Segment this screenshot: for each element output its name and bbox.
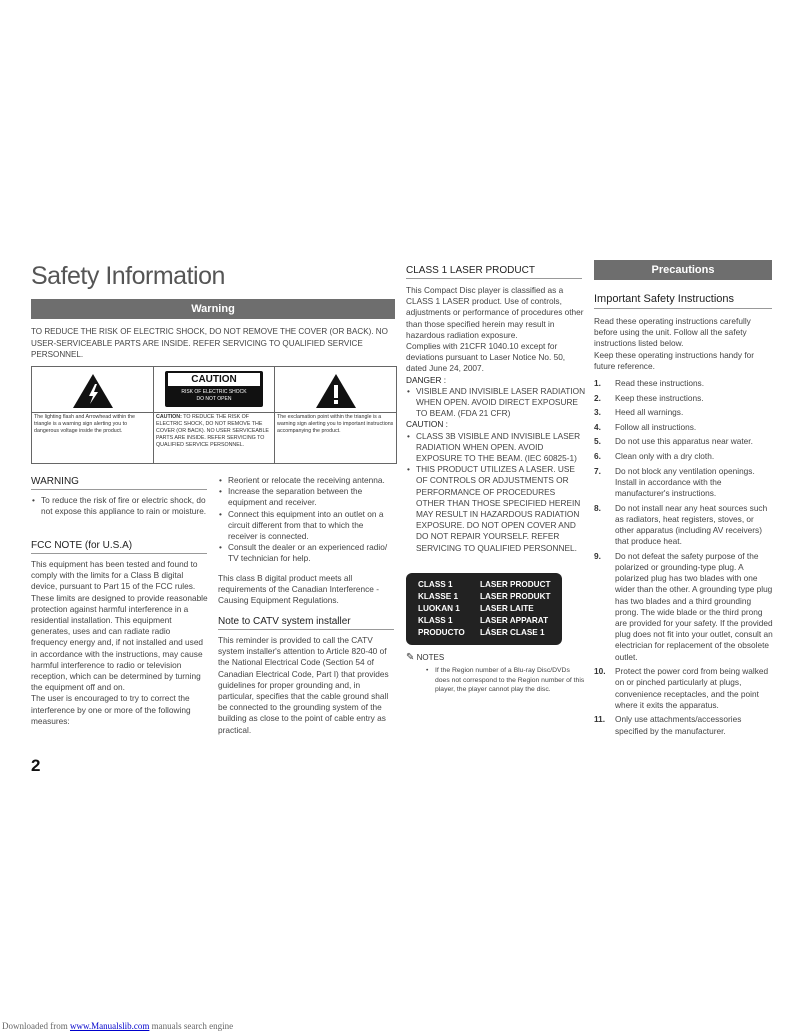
caution-sub-1: RISK OF ELECTRIC SHOCK	[181, 389, 247, 395]
lightning-description: The lighting flash and Arrowhead within the triangle is a warning sign alerting you to dangerous voltage inside the product.	[34, 414, 135, 434]
laser-label-key: PRODUCTO	[418, 628, 465, 637]
catv-rule	[218, 629, 394, 630]
laser-label-key: KLASSE 1	[418, 592, 459, 601]
safety-instruction-number: 7.	[594, 465, 601, 476]
safety-instruction-number: 6.	[594, 450, 601, 461]
caution-description-text: TO REDUCE THE RISK OF ELECTRIC SHOCK, DO NOT REMOVE THE COVER (OR BACK). NO USER SERVICEABLE PARTS ARE INSIDE. REFER SERVICING TO QUALIFIED SERVICE PERSONNEL.	[156, 414, 269, 448]
warning-heading: WARNING	[31, 476, 79, 487]
precautions-intro	[594, 316, 772, 372]
laser-caution-label: CAUTION :	[406, 419, 448, 430]
warning-item: • To reduce the risk of fire or electric shock, do not expose this appliance to rain or moisture.	[31, 495, 207, 517]
safety-instruction-number: 1.	[594, 378, 601, 388]
warning-rule	[31, 489, 207, 490]
caution-description-label: CAUTION:	[156, 414, 182, 420]
warning-intro: TO REDUCE THE RISK OF ELECTRIC SHOCK, DO NOT REMOVE THE COVER (OR BACK). NO USER-SERVICEABLE PARTS ARE INSIDE. REFER SERVICING TO QUALIFIED SERVICE PERSONNEL.	[31, 327, 388, 359]
caution-label-box	[165, 371, 263, 407]
fcc-measure: • Connect this equipment into an outlet on a circuit different from that to which the receiver is connected.	[218, 509, 394, 543]
fcc-para-1: This equipment has been tested and found to comply with the limits for a Class B digital device, pursuant to Part 15 of the FCC rules. These limits are designed to provide reasonable protection against harmful interference in a residential installation. This equipment generates, uses and can radiate radio frequency energy and, if not installed and used in accordance with the instructions, may cause harmful interference to radio or television reception, which can be determined by turning the equipment off and on.	[31, 559, 208, 693]
safety-instruction	[594, 378, 774, 389]
safety-instruction	[594, 466, 774, 500]
safety-instruction-number: 11.	[594, 714, 606, 725]
safety-instruction-list	[594, 378, 774, 740]
fcc-body	[31, 559, 209, 727]
fcc-para-2: The user is encouraged to try to correct the interference by one or more of the following measures:	[31, 693, 191, 726]
precautions-bar: Precautions	[594, 260, 772, 280]
catv-heading: Note to CATV system installer	[218, 616, 351, 627]
safety-instruction-text: Only use attachments/accessories specified by the manufacturer.	[615, 714, 742, 736]
class-b-statement: This class B digital product meets all requirements of the Canadian Interference -Causing Equipment Regulations.	[218, 573, 379, 606]
safety-instruction-text: Follow all instructions.	[615, 421, 697, 432]
caution-sub-2: DO NOT OPEN	[196, 396, 232, 402]
safety-instruction-text: Heed all warnings.	[615, 407, 684, 418]
safety-instruction	[594, 393, 774, 404]
safety-instruction	[594, 422, 774, 433]
safety-instruction	[594, 407, 774, 418]
fcc-measure: • Reorient or relocate the receiving antenna.	[218, 475, 394, 486]
notes-list	[425, 666, 585, 695]
danger-item: • VISIBLE AND INVISIBLE LASER RADIATION WHEN OPEN. AVOID DIRECT EXPOSURE TO BEAM. (FDA 21 CFR)	[406, 386, 586, 420]
warning-bar: Warning	[31, 299, 395, 319]
fcc-heading: FCC NOTE (for U.S.A)	[31, 540, 133, 551]
safety-instruction-text: Do not defeat the safety purpose of the polarized or grounding-type plug. A polarized plug has two blades with one wider than the other. A grounding type plug has two blades and a third grounding prong. The wide blade or the third prong are provided for your safety. If the provided plug does not fit into your outlet, consult an electrician for replacement of the obsolete outlet.	[615, 550, 773, 662]
warning-list	[31, 495, 207, 517]
notes-label: NOTES	[416, 653, 445, 662]
laser-label-key: CLASS 1	[418, 580, 453, 589]
safety-instruction-text: Protect the power cord from being walked on or pinched particularly at plugs, convenience receptacles, and the point where it exits the apparatus.	[615, 666, 769, 710]
safety-instruction-text: Do not install near any heat sources such as radiators, heat registers, stoves, or other apparatus (including AV receivers) that produce heat.	[615, 502, 768, 547]
fcc-measure: • Consult the dealer or an experienced radio/ TV technician for help.	[218, 542, 394, 564]
laser-caution-item: • CLASS 3B VISIBLE AND INVISIBLE LASER RADIATION WHEN OPEN. AVOID EXPOSURE TO THE BEAM. (IEC 60825-1)	[406, 431, 586, 465]
safety-instruction	[594, 666, 774, 711]
laser-label-value: LASER LAITE	[480, 604, 534, 613]
laser-label-value: LASER PRODUCT	[480, 580, 551, 589]
page-number: 2	[31, 756, 41, 775]
safety-instruction-text: Clean only with a dry cloth.	[615, 450, 715, 461]
precautions-intro-1: Read these operating instructions carefully before using the unit. Follow all the safety instructions listed below.	[594, 316, 751, 349]
fcc-measures-list	[218, 475, 394, 565]
note-item: • If the Region number of a Blu-ray Disc/DVDs does not correspond to the Region number of this player, the player cannot play the disc.	[425, 666, 585, 695]
safety-instruction-number: 5.	[594, 436, 601, 447]
safety-instruction	[594, 451, 774, 462]
laser-para-1: This Compact Disc player is classified as a CLASS 1 LASER product. Use of controls, adjustments or performance of procedures other than those specified herein may result in hazardous radiation exposure.	[406, 285, 584, 340]
manualslib-link[interactable]: www.Manualslib.com	[69, 1021, 150, 1031]
safety-instruction-number: 9.	[594, 550, 601, 561]
safety-instruction-number: 3.	[594, 407, 601, 418]
laser-caution-list	[406, 431, 586, 554]
laser-rule	[406, 278, 582, 279]
safety-instruction-text: Read these instructions.	[615, 378, 705, 388]
precautions-rule	[594, 308, 772, 309]
exclamation-description: The exclamation point within the triangle is a warning sign alerting you to important instructions accompanying the product.	[277, 414, 394, 434]
laser-label-value: LÁSER CLASE 1	[480, 628, 545, 637]
caution-label: CAUTION	[168, 373, 260, 386]
caution-description	[156, 414, 273, 449]
exclamation-warning-icon	[315, 373, 357, 409]
footer-prefix: Downloaded from	[2, 1021, 68, 1031]
safety-instruction-text: Keep these instructions.	[615, 392, 704, 403]
fcc-rule	[31, 553, 207, 554]
laser-heading: CLASS 1 LASER PRODUCT	[406, 265, 535, 276]
laser-para-2: Complies with 21CFR 1040.10 except for deviations pursuant to Laser Notice No. 50, dated June 24, 2007.	[406, 341, 566, 374]
caution-table	[31, 366, 397, 464]
safety-instruction-text: Do not use this apparatus near water.	[615, 436, 753, 447]
safety-instruction-number: 10.	[594, 666, 606, 677]
safety-instruction	[594, 503, 774, 548]
page-title: Safety Information	[31, 262, 225, 290]
safety-instruction	[594, 714, 774, 736]
important-safety-heading: Important Safety Instructions	[594, 293, 735, 305]
laser-label-key: LUOKAN 1	[418, 604, 460, 613]
safety-instruction-number: 4.	[594, 421, 601, 432]
footer-suffix: manuals search engine	[151, 1021, 234, 1031]
pencil-icon: ✎	[406, 652, 415, 663]
danger-label: DANGER :	[406, 374, 447, 385]
safety-instruction-number: 8.	[594, 502, 601, 513]
catv-text: This reminder is provided to call the CATV system installer's attention to Article 820-40 of the National Electrical Code (Section 54 of Canadian Electrical Code, Part I) that provides guidelines for proper grounding and, in particular, specifies that the cable ground shall be connected to the grounding system of the building as close to the point of cable entry as practical.	[218, 635, 389, 735]
safety-instruction-number: 2.	[594, 392, 601, 403]
safety-instruction	[594, 551, 774, 663]
notes-heading	[406, 652, 444, 663]
safety-instruction-text: Do not block any ventilation openings. Install in accordance with the manufacturer's instructions.	[615, 465, 755, 498]
laser-label-key: KLASS 1	[418, 616, 453, 625]
danger-list	[406, 386, 586, 420]
laser-label-value: LASER APPARAT	[480, 616, 549, 625]
electric-shock-warning-icon	[72, 373, 114, 409]
laser-label-value: LASER PRODUKT	[480, 592, 551, 601]
download-footer	[2, 1021, 233, 1031]
laser-body	[406, 285, 586, 554]
laser-label	[406, 573, 562, 645]
safety-instruction	[594, 436, 774, 447]
precautions-intro-2: Keep these operating instructions handy for future reference.	[594, 349, 755, 371]
laser-caution-item: • THIS PRODUCT UTILIZES A LASER. USE OF CONTROLS OR ADJUSTMENTS OR PERFORMANCE OF PROCEDURES OTHER THAN THOSE SPECIFIED HEREIN MAY RESULT IN HAZARDOUS RADIATION EXPOSURE. DO NOT OPEN COVER AND DO NOT REPAIR YOURSELF. REFER SERVICING TO QUALIFIED PERSONNEL.	[406, 464, 586, 554]
fcc-measure: • Increase the separation between the equipment and receiver.	[218, 486, 394, 508]
